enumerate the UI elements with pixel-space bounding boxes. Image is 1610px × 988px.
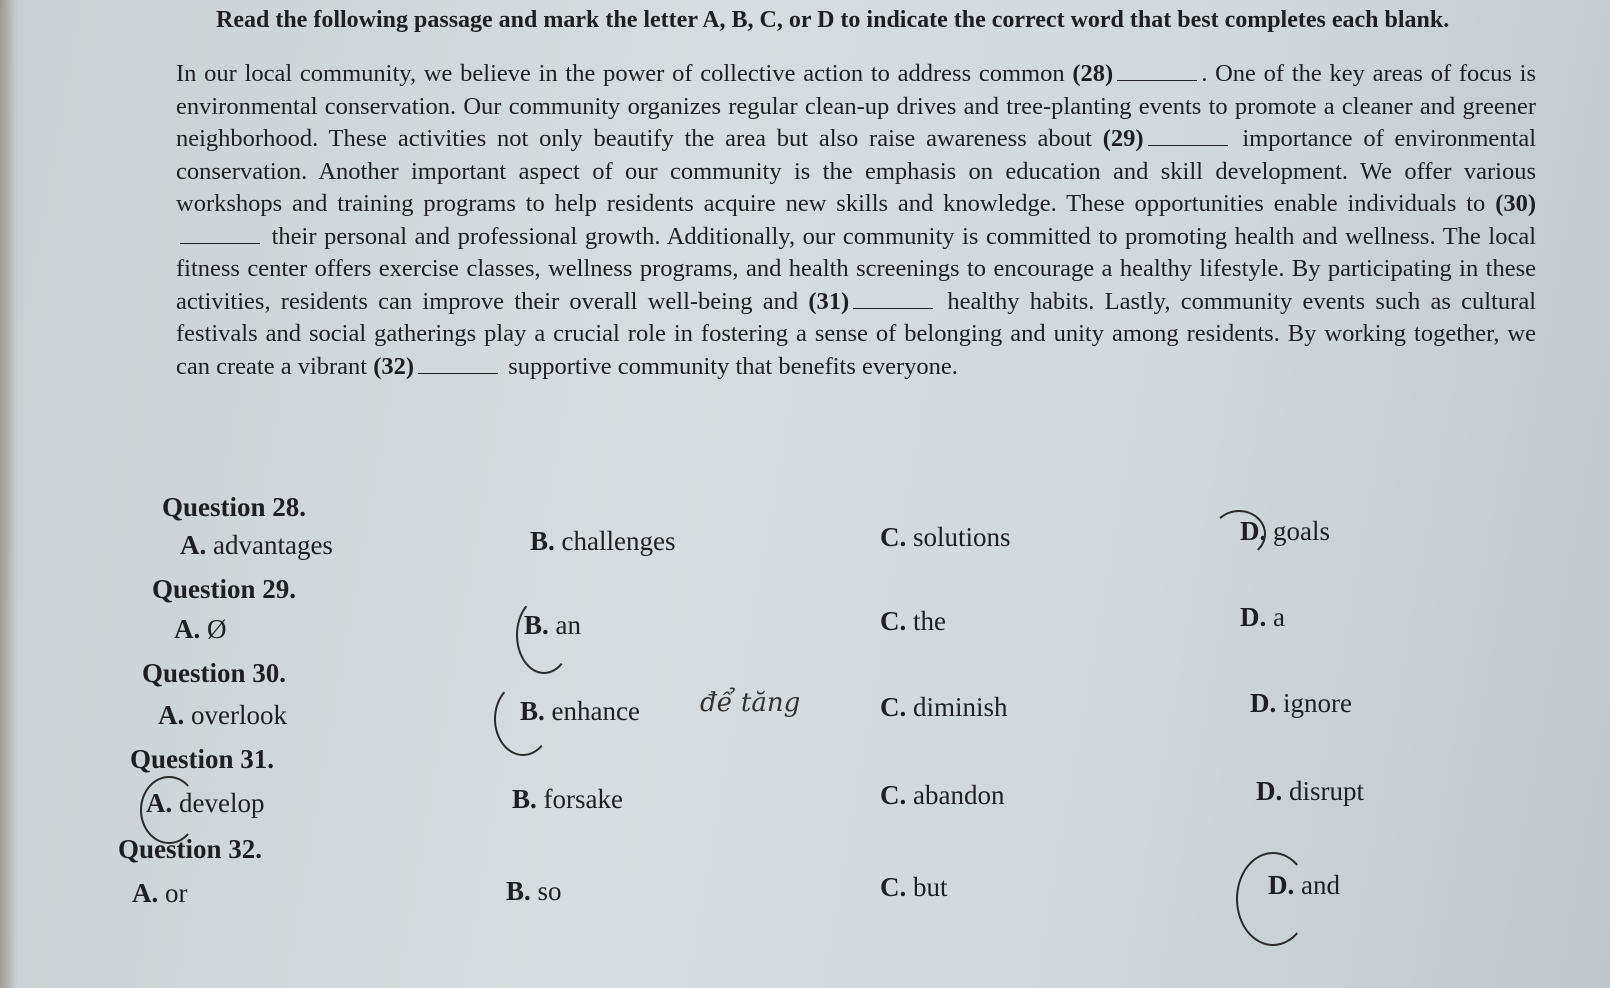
blank-31: [853, 290, 933, 309]
question-32-title: Question 32.: [118, 834, 263, 864]
reading-passage: [176, 58, 1536, 383]
passage-text: importance of environmental conservation. Another important aspect of our community is the emphasis on education and skill development. We offer various workshops and training programs to help residents acquire new skills and knowledge. These opportunities enable individuals to: [176, 125, 1537, 217]
option-letter: A.: [158, 700, 185, 730]
option-letter: D.: [1240, 516, 1267, 546]
option-31-a[interactable]: [146, 788, 264, 819]
option-text: abandon: [913, 780, 1005, 810]
option-text: the: [913, 606, 946, 636]
option-32-b[interactable]: [506, 876, 562, 907]
option-text: goals: [1273, 516, 1330, 546]
handwritten-note: để tăng: [700, 688, 801, 718]
option-letter: A.: [174, 614, 201, 644]
option-text: enhance: [551, 696, 640, 726]
option-text: an: [555, 610, 581, 640]
blank-number-30: (30): [1495, 190, 1537, 217]
option-30-a[interactable]: [158, 700, 287, 731]
blank-number-31: (31): [808, 287, 850, 315]
passage-text: supportive community that benefits everyone.: [508, 352, 958, 380]
option-letter: B.: [506, 876, 531, 906]
option-text: or: [165, 878, 188, 908]
instruction-text: Read the following passage and mark the letter A, B, C, or D to indicate the correct word that best completes each blank.: [216, 7, 1450, 33]
option-text: so: [537, 876, 562, 906]
blank-28: [1117, 62, 1197, 81]
blank-29: [1148, 127, 1228, 146]
option-letter: C.: [880, 780, 907, 810]
question-29-title: Question 29.: [152, 574, 297, 604]
option-text: a: [1273, 602, 1285, 632]
option-31-c[interactable]: [880, 780, 1004, 811]
option-letter: B.: [530, 526, 555, 556]
option-30-d[interactable]: [1250, 688, 1352, 719]
option-letter: C.: [880, 872, 907, 902]
option-28-a[interactable]: [180, 530, 333, 561]
option-32-d[interactable]: [1268, 870, 1340, 901]
option-29-a[interactable]: [174, 614, 227, 645]
option-28-d[interactable]: [1240, 516, 1330, 547]
option-letter: C.: [880, 522, 907, 552]
option-letter: C.: [880, 692, 907, 722]
option-letter: D.: [1240, 602, 1267, 632]
option-letter: A.: [132, 878, 159, 908]
option-text: overlook: [191, 700, 287, 730]
option-letter: B.: [524, 610, 549, 640]
option-text: but: [913, 872, 948, 902]
option-letter: D.: [1250, 688, 1277, 718]
option-30-c[interactable]: [880, 692, 1008, 723]
option-letter: D.: [1256, 776, 1283, 806]
passage-text: In our local community, we believe in the power of collective action to address common: [176, 60, 1065, 87]
option-29-c[interactable]: [880, 606, 946, 637]
passage-text: their personal and professional growth. Additionally, our community is committed to promoting health and wellness. The local fitness center offers exercise classes, wellness programs, and health screenings to encourage a healthy lifestyle. By participating in these activities, residents can improve their overall well-being and: [176, 222, 1537, 315]
page-edge-shadow: [0, 0, 18, 988]
option-28-b[interactable]: [530, 526, 675, 557]
option-text: solutions: [913, 522, 1011, 552]
option-letter: B.: [512, 784, 537, 814]
option-text: advantages: [213, 530, 333, 560]
question-30-title: Question 30.: [142, 658, 287, 688]
question-31-title: Question 31.: [130, 744, 275, 774]
option-text: develop: [179, 788, 265, 818]
option-letter: A.: [180, 530, 207, 560]
option-text: challenges: [561, 526, 676, 556]
passage-text: healthy habits. Lastly, community events such as cultural festivals and social gatherings play a crucial role in fostering a sense of belonging and unity among residents. By working together, we can create a vibrant: [176, 287, 1537, 380]
blank-32: [418, 355, 498, 374]
option-29-b[interactable]: [524, 610, 581, 641]
passage-text: . One of the key areas of focus is environmental conservation. Our community organizes regular clean-up drives and tree-planting events to promote a cleaner and greener neighborhood. These activities not only beautify the area but also raise awareness about: [176, 60, 1537, 152]
option-30-b[interactable]: [520, 696, 640, 727]
option-29-d[interactable]: [1240, 602, 1285, 633]
blank-number-29: (29): [1102, 125, 1144, 152]
option-text: Ø: [207, 614, 227, 644]
option-28-c[interactable]: [880, 522, 1011, 553]
option-32-c[interactable]: [880, 872, 948, 903]
option-letter: D.: [1268, 870, 1295, 900]
option-text: and: [1301, 870, 1340, 900]
question-28-title: Question 28.: [162, 492, 307, 522]
option-31-d[interactable]: [1256, 776, 1364, 807]
option-32-a[interactable]: [132, 878, 188, 909]
option-text: diminish: [913, 692, 1008, 722]
option-letter: B.: [520, 696, 545, 726]
option-letter: C.: [880, 606, 907, 636]
option-31-b[interactable]: [512, 784, 623, 815]
option-text: disrupt: [1289, 776, 1365, 806]
option-text: forsake: [543, 784, 623, 814]
blank-number-28: (28): [1072, 60, 1114, 87]
option-text: ignore: [1283, 688, 1352, 718]
blank-number-32: (32): [373, 352, 415, 380]
option-letter: A.: [146, 788, 173, 818]
blank-30: [180, 225, 260, 244]
